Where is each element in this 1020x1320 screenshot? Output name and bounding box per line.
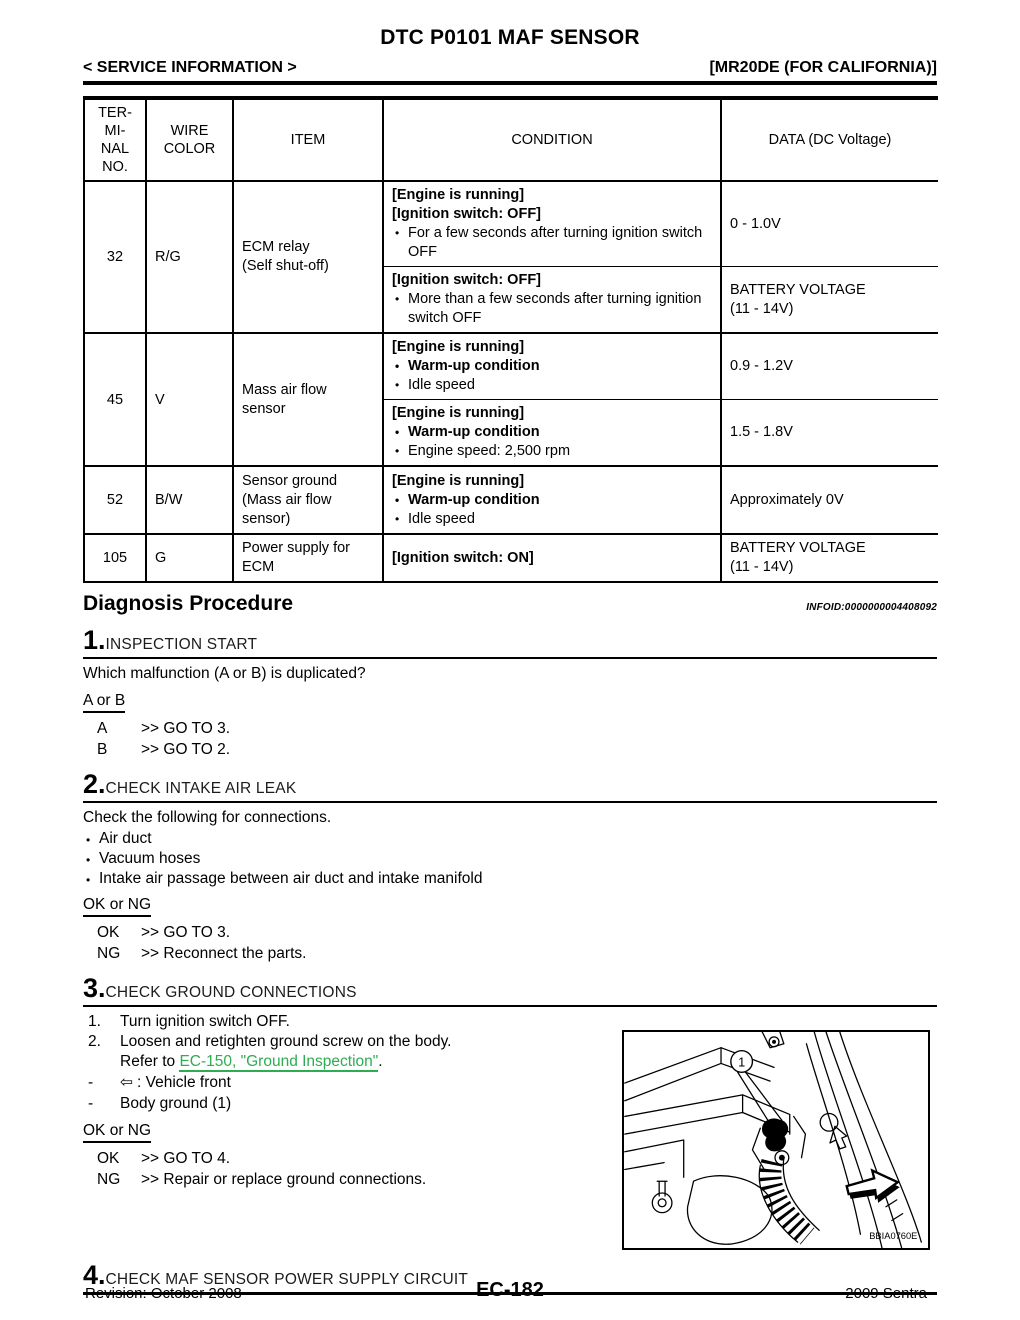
result-label: A	[97, 720, 108, 737]
terminal-no-cell: 52	[84, 466, 146, 534]
item-text	[120, 1073, 603, 1093]
revision-label: Revision: October 2008	[85, 1285, 242, 1302]
table-row	[84, 181, 938, 267]
condition-cell	[383, 400, 721, 467]
step-1-heading	[83, 627, 937, 654]
data-line: BATTERY VOLTAGE	[730, 540, 866, 556]
vehicle-front-arrow-icon: ⇦	[120, 1074, 133, 1091]
list-item: • Vacuum hoses	[83, 849, 937, 869]
choice-label: A or B	[83, 692, 125, 713]
breadcrumb-service-information: < SERVICE INFORMATION >	[83, 59, 297, 76]
step-title: CHECK INTAKE AIR LEAK	[105, 780, 297, 797]
step-2-heading	[83, 771, 937, 798]
list-item: • Air duct	[83, 829, 937, 849]
engine-variant-label: [MR20DE (FOR CALIFORNIA)]	[709, 59, 937, 76]
condition-line: • For a few seconds after turning ignition switch OFF	[392, 224, 712, 262]
condition-line: • Warm-up condition	[392, 423, 712, 442]
condition-line: [Ignition switch: OFF]	[392, 272, 542, 288]
result-action: >> GO TO 3.	[141, 720, 231, 737]
data-cell	[721, 400, 938, 467]
terminal-no-cell: 45	[84, 333, 146, 466]
numbered-item	[83, 1032, 603, 1052]
condition-line: [Engine is running]	[392, 472, 525, 489]
condition-line: • Warm-up condition	[392, 357, 712, 376]
condition-line: • Idle speed	[392, 376, 712, 395]
item-marker: 2.	[88, 1033, 101, 1050]
figure-code: BBIA0760E	[869, 1231, 918, 1242]
step-number: 3.	[83, 973, 106, 1003]
wire-color-cell: V	[146, 333, 233, 466]
result-line	[83, 944, 937, 964]
data-cell	[721, 181, 938, 267]
col-header-item: ITEM	[233, 98, 383, 181]
table-row	[84, 534, 938, 582]
data-line: 1.5 - 1.8V	[730, 424, 793, 440]
item-cell	[233, 534, 383, 582]
step-title: CHECK MAF SENSOR POWER SUPPLY CIRCUIT	[105, 1271, 469, 1288]
list-item: • Intake air passage between air duct and intake manifold	[83, 869, 937, 889]
step-title: CHECK GROUND CONNECTIONS	[105, 984, 357, 1001]
result-label: OK	[97, 1150, 120, 1167]
choice-label: OK or NG	[83, 896, 151, 917]
result-line	[83, 1149, 603, 1169]
terminal-data-table	[83, 96, 938, 583]
terminal-no-cell: 32	[84, 181, 146, 333]
dash-text: : Vehicle front	[137, 1074, 231, 1091]
numbered-item	[83, 1012, 603, 1032]
step-question: Which malfunction (A or B) is duplicated?	[83, 665, 366, 682]
condition-cell	[383, 267, 721, 334]
condition-line: • Engine speed: 2,500 rpm	[392, 442, 712, 461]
item-line: Sensor ground	[242, 472, 338, 489]
item-marker: -	[88, 1095, 94, 1112]
result-action: >> GO TO 4.	[141, 1150, 231, 1167]
refer-prefix: Refer to	[120, 1053, 180, 1070]
step-divider	[83, 1005, 937, 1007]
item-marker: 1.	[88, 1013, 101, 1030]
step-number: 1.	[83, 625, 106, 655]
item-line: ECM	[242, 559, 275, 575]
item-cell	[233, 181, 383, 333]
page-number: EC-182	[476, 1279, 544, 1301]
step-3-body	[83, 1012, 937, 1258]
wire-color-cell: G	[146, 534, 233, 582]
result-label: B	[97, 741, 108, 758]
condition-line: • More than a few seconds after turning ignition switch OFF	[392, 290, 712, 328]
refer-suffix: .	[378, 1053, 383, 1070]
step-3-heading	[83, 975, 937, 1002]
condition-cell	[383, 333, 721, 400]
condition-cell	[383, 181, 721, 267]
dash-text: Body ground (1)	[120, 1095, 232, 1112]
item-line: (Self shut-off)	[242, 258, 329, 274]
item-line: Power supply for	[242, 540, 350, 556]
condition-line: [Engine is running]	[392, 339, 525, 355]
item-line: (Mass air flow sensor)	[242, 491, 332, 527]
step-divider	[83, 657, 937, 659]
col-header-terminal	[84, 98, 146, 181]
wire-color-cell: B/W	[146, 466, 233, 534]
step-number: 4.	[83, 1260, 106, 1290]
table-row	[84, 466, 938, 534]
terminal-no-cell: 105	[84, 534, 146, 582]
page-footer	[83, 1278, 937, 1302]
page-title: DTC P0101 MAF SENSOR	[380, 26, 640, 49]
data-line: 0 - 1.0V	[730, 215, 781, 232]
dash-item	[83, 1094, 603, 1114]
header-row	[83, 59, 937, 77]
item-marker: -	[88, 1074, 94, 1091]
result-label: NG	[97, 1171, 121, 1188]
data-line: BATTERY VOLTAGE	[730, 281, 866, 298]
diagnosis-procedure-heading-row	[83, 592, 937, 616]
section-heading: Diagnosis Procedure	[83, 592, 294, 615]
item-cell	[233, 466, 383, 534]
header-divider	[83, 81, 937, 85]
choice-label: OK or NG	[83, 1122, 151, 1143]
data-cell	[721, 267, 938, 334]
col-header-wire-color: WIRE COLOR	[146, 98, 233, 181]
result-label: OK	[97, 924, 120, 941]
col-header-condition: CONDITION	[383, 98, 721, 181]
condition-line: [Ignition switch: OFF]	[392, 206, 542, 222]
check-list	[83, 829, 937, 889]
result-line	[83, 740, 937, 760]
cross-reference-link[interactable]: EC-150, "Ground Inspection"	[179, 1053, 379, 1070]
condition-line: [Engine is running]	[392, 187, 525, 203]
data-line: (11 - 14V)	[730, 559, 794, 575]
data-line: Approximately 0V	[730, 491, 844, 508]
data-line: (11 - 14V)	[730, 300, 794, 317]
figure-callout-1: 1	[738, 1054, 746, 1070]
infoid-label: INFOID:0000000004408092	[806, 602, 937, 613]
result-line	[83, 1170, 603, 1190]
col-header-terminal-line: MI-	[104, 123, 126, 139]
result-action: >> GO TO 3.	[141, 924, 231, 941]
model-label: 2009 Sentra	[845, 1285, 927, 1302]
engine-bay-line-art	[624, 1032, 928, 1248]
result-line	[83, 923, 937, 943]
step-intro: Check the following for connections.	[83, 809, 332, 826]
data-cell	[721, 333, 938, 400]
col-header-terminal-line: TER-	[98, 105, 132, 121]
condition-line: [Engine is running]	[392, 405, 525, 421]
condition-line: • Warm-up condition	[392, 491, 712, 510]
data-cell	[721, 466, 938, 534]
result-action: >> Repair or replace ground connections.	[141, 1171, 427, 1188]
dash-item	[83, 1073, 603, 1093]
condition-cell	[383, 534, 721, 582]
step-divider	[83, 801, 937, 803]
step-title: INSPECTION START	[105, 636, 258, 653]
table-header-row	[84, 98, 938, 181]
result-label: NG	[97, 945, 121, 962]
result-action: >> Reconnect the parts.	[141, 945, 307, 962]
item-text: Turn ignition switch OFF.	[120, 1013, 290, 1030]
col-header-data: DATA (DC Voltage)	[721, 98, 938, 181]
condition-line: [Ignition switch: ON]	[392, 549, 534, 566]
data-line: 0.9 - 1.2V	[730, 358, 793, 374]
refer-line	[120, 1052, 603, 1072]
wire-color-cell: R/G	[146, 181, 233, 333]
item-cell	[233, 333, 383, 466]
condition-line: • Idle speed	[392, 510, 712, 529]
result-line	[83, 719, 937, 739]
ground-location-figure	[622, 1030, 930, 1250]
result-action: >> GO TO 2.	[141, 741, 231, 758]
item-text: Loosen and retighten ground screw on the body.	[120, 1033, 452, 1050]
table-row	[84, 333, 938, 400]
data-cell	[721, 534, 938, 582]
item-line: ECM relay	[242, 239, 310, 255]
col-header-terminal-line: NO.	[102, 159, 128, 175]
item-line: Mass air flow sensor	[242, 381, 327, 417]
step-number: 2.	[83, 769, 106, 799]
condition-cell	[383, 466, 721, 534]
col-header-terminal-line: NAL	[100, 141, 130, 157]
